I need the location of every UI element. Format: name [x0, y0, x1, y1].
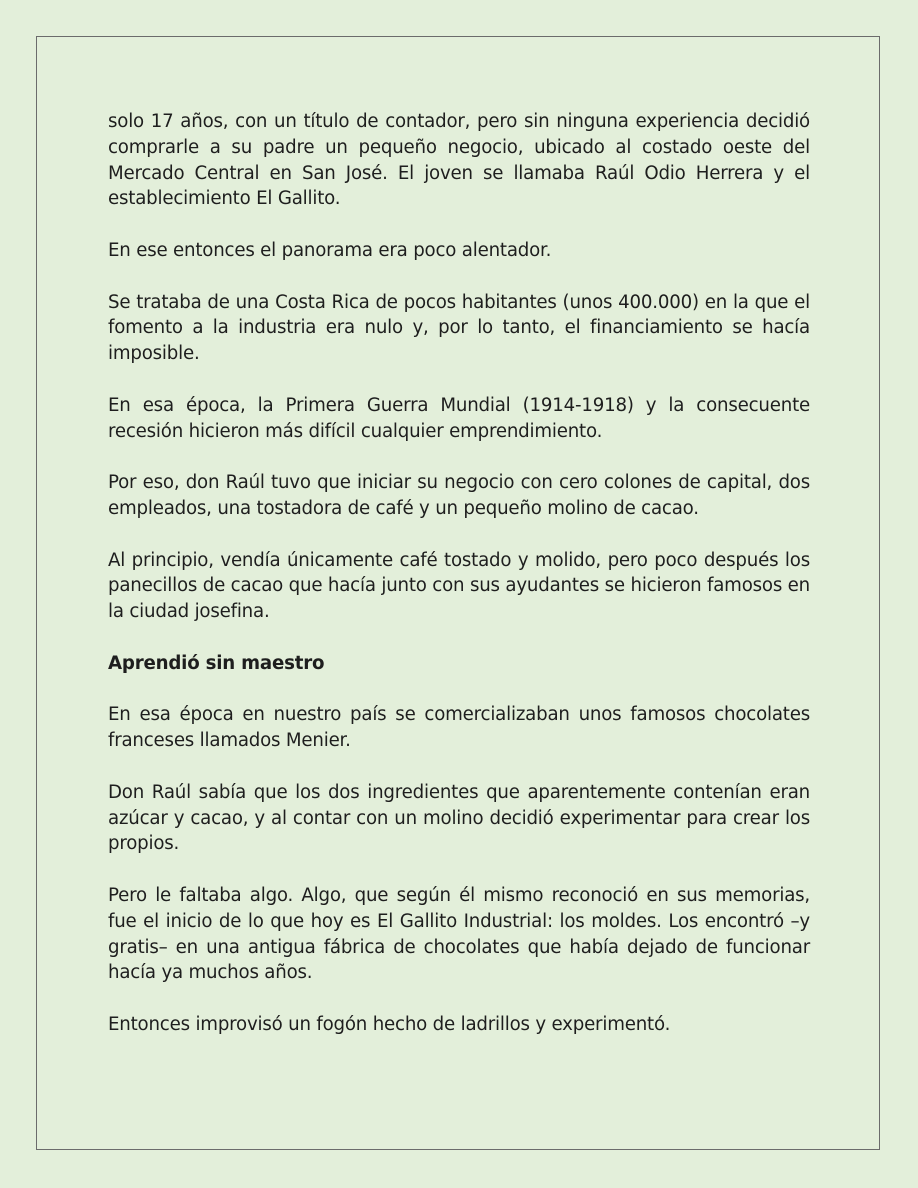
paragraph: Al principio, vendía únicamente café tostado y molido, pero poco después los panecillos de cacao que hacía junto con sus ayudantes se hicieron famosos en la ciudad josefina.	[108, 549, 810, 623]
section-heading: Aprendió sin maestro	[108, 652, 325, 674]
paragraph: En ese entonces el panorama era poco alentador.	[108, 239, 552, 261]
paragraph: solo 17 años, con un título de contador, pero sin ninguna experiencia decidió comprarle a su padre un pequeño negocio, ubicado al costado oeste del Mercado Central en San José. El joven se llamaba Raúl Odio Herrera y el establecimiento El Gallito.	[108, 111, 810, 210]
paragraph: Entonces improvisó un fogón hecho de ladrillos y experimentó.	[108, 1013, 671, 1035]
paragraph: Se trataba de una Costa Rica de pocos habitantes (unos 400.000) en la que el fomento a la industria era nulo y, por lo tanto, el financiamiento se hacía imposible.	[108, 291, 810, 365]
document-body	[108, 109, 810, 1063]
paragraph: En esa época, la Primera Guerra Mundial (1914-1918) y la consecuente recesión hicieron más difícil cualquier emprendimiento.	[108, 394, 810, 442]
paragraph: Don Raúl sabía que los dos ingredientes que aparentemente contenían eran azúcar y cacao, y al contar con un molino decidió experimentar para crear los propios.	[108, 781, 810, 855]
paragraph: Pero le faltaba algo. Algo, que según él mismo reconoció en sus memorias, fue el inicio de lo que hoy es El Gallito Industrial: los moldes. Los encontró –y gratis– en una antigua fábrica de chocolates que había dejado de funcionar hacía ya muchos años.	[108, 884, 810, 984]
paragraph: En esa época en nuestro país se comercializaban unos famosos chocolates franceses llamados Menier.	[108, 704, 810, 752]
paragraph: Por eso, don Raúl tuvo que iniciar su negocio con cero colones de capital, dos empleados, una tostadora de café y un pequeño molino de cacao.	[108, 472, 810, 519]
